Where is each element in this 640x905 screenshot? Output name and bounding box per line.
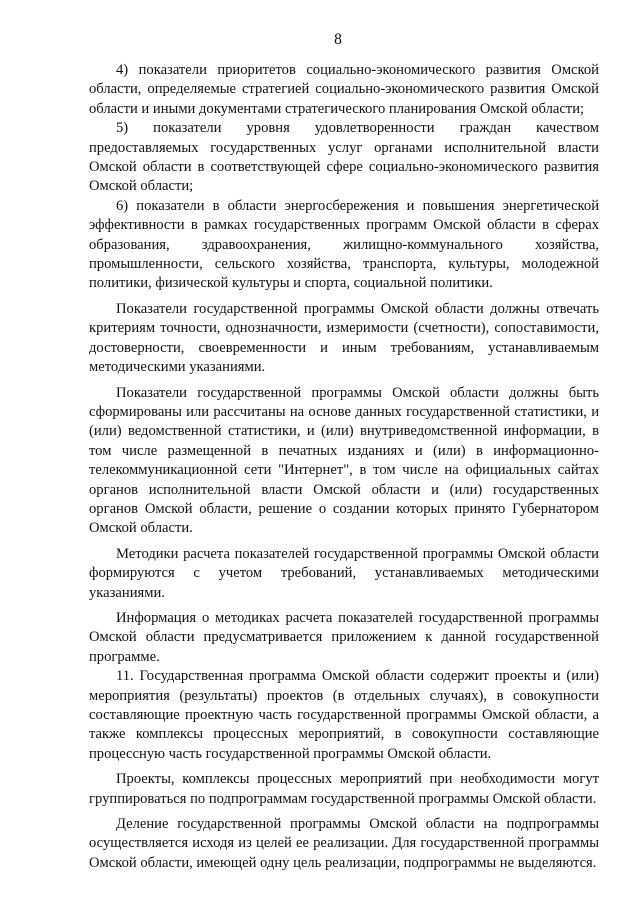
paragraph-calculation-methods: Методики расчета показателей государственной программы Омской области формируются с учетом требований, устанавливаемых методическими указаниями. [89,545,599,601]
paragraph-subprogram-grouping: Проекты, комплексы процессных мероприятий при необходимости могут группироваться по подпрограммам государственной программы Омской области. [89,771,599,807]
paragraph-section-11: 11. Государственная программа Омской области содержит проекты и (или) мероприятия (результаты) проектов (в отдельных случаях), в совокупности составляющие проектную часть государственной программы Омской области, а также комплексы процессных мероприятий, в совокупности составляющие процессную часть государственной программы Омской области. [89,668,599,762]
paragraph-indicator-sources: Показатели государственной программы Омской области должны быть сформированы или рассчитаны на основе данных государственной статистики, и (или) ведомственной статистики, и (или) внутриведомственной информации, в том числе размещенной в печатных изданиях и (или) в информационно-телекоммуникационной сети "Интернет", в том числе на официальных сайтах органов исполнительной власти Омской области и (или) государственных органов Омской области, решение о создании которых принято Губернатором Омской области. [89,384,599,537]
paragraph-indicator-criteria: Показатели государственной программы Омской области должны отвечать критериям точности, однозначности, измеримости (счетности), сопоставимости, достоверности, своевременности и иным требованиям, устанавливаемым методическими указаниями. [89,300,599,376]
paragraph-item-6: 6) показатели в области энергосбережения и повышения энергетической эффективности в рамках государственных программ Омской области в сферах образования, здравоохранения, жилищно-коммунального хозяйства, промышленности, сельского хозяйства, транспорта, культуры, молодежной политики, физической культуры и спорта, социальной политики. [89,197,599,292]
paragraph-subprogram-division: Деление государственной программы Омской области на подпрограммы осуществляется исходя из целей ее реализации. Для государственной программы Омской области, имеющей одну цель реализации, подпрограммы не выделяются. [89,816,599,871]
paragraph-methods-information: Информация о методиках расчета показателей государственной программы Омской области предусматривается приложением к данной государственной программе. [89,609,599,665]
document-body [89,61,599,873]
paragraph-item-4: 4) показатели приоритетов социально-экономического развития Омской области, определяемые стратегией социально-экономического развития Омской области и иными документами стратегического планирования Омской области; [89,62,599,117]
page-number: 8 [334,31,342,48]
paragraph-item-5: 5) показатели уровня удовлетворенности граждан качеством предоставляемых государственных услуг органами исполнительной власти Омской области в соответствующей сфере социально-экономического развития Омской области; [89,120,599,195]
